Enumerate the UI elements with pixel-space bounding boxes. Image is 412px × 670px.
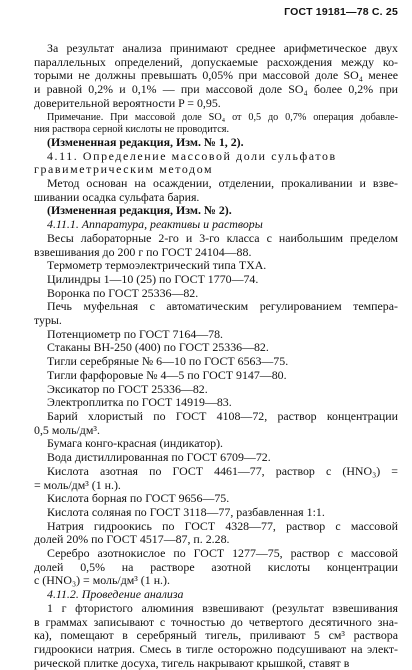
text-line: параллельных определений, допускаемые расхождения между ко- <box>34 54 398 69</box>
text-line: Кислота азотная по ГОСТ 4461—77, раствор c (HNO₃) = <box>47 463 398 478</box>
text-line: гравиметрическим методом <box>34 162 214 177</box>
text-line: Натрия гидроокись по ГОСТ 4328—77, раствор с массовой <box>47 518 398 533</box>
text-line: долей 0,5% на растворе азотной кислоты концентрации <box>34 559 398 574</box>
text-line: и равной 0,2% и 0,1% — при массовой доле SO₄ более 0,2% при <box>34 82 398 97</box>
text-line: Метод основан на осаждении, отделении, прокаливании и взве- <box>47 176 398 191</box>
text-line: гидроокиси натрия. Смесь в тигле осторожно подсушивают на элект- <box>34 641 398 656</box>
text-line: в граммах записывают с точностью до четвертого десятичного зна- <box>34 614 398 629</box>
text-line: За результат анализа принимают среднее арифметическое двух <box>47 41 398 55</box>
text-line: Серебро азотнокислое по ГОСТ 1277—75, раствор с массовой <box>47 546 398 561</box>
text-line: (Измененная редакция, Изм. № 2). <box>47 203 232 218</box>
text-line: 1 г фтористого алюминия взвешивают (результат взвешивания <box>47 600 398 615</box>
text-line: 4.11.1. Аппаратура, реактивы и растворы <box>47 217 263 232</box>
text-line: Воронка по ГОСТ 25336—82. <box>47 285 199 300</box>
text-line: (Измененная редакция, Изм. № 1, 2). <box>47 134 244 149</box>
text-line: Весы лабораторные 2-го и 3-го класса с наибольшим пределом <box>47 230 398 245</box>
text-line: 4.11.2. Проведение анализа <box>47 587 184 602</box>
text-line: Стаканы ВН-250 (400) по ГОСТ 25336—82. <box>47 340 269 355</box>
text-line: Тигли фарфоровые № 4—5 по ГОСТ 9147—80. <box>47 367 287 382</box>
text-line: Цилиндры 1—10 (25) по ГОСТ 1770—74. <box>47 271 259 286</box>
text-line: Электроплитка по ГОСТ 14919—83. <box>47 395 232 410</box>
text-line: ния раствора серной кислоты не проводится. <box>34 123 230 135</box>
text-line: долей 20% по ГОСТ 4517—87, п. 2.28. <box>34 532 230 547</box>
text-line: торыми не должны превышать 0,05% при массовой доле SO₄ менее <box>34 68 398 83</box>
text-line: Эксикатор по ГОСТ 25336—82. <box>47 381 208 396</box>
text-line: взвешивания до 200 г по ГОСТ 24104—88. <box>34 244 252 259</box>
document-body <box>34 42 398 670</box>
text-line: туры. <box>34 313 62 328</box>
text-line: Печь муфельная с автоматическим регулированием темпера- <box>47 299 398 314</box>
text-line: Барий хлористый по ГОСТ 4108—72, раствор концентрации <box>47 408 398 423</box>
text-line: = моль/дм³ (1 н.). <box>34 477 121 492</box>
text-line: Вода дистиллированная по ГОСТ 6709—72. <box>47 450 271 465</box>
text-line: Кислота борная по ГОСТ 9656—75. <box>47 491 230 506</box>
text-line: ка), помещают в серебряный тигель, приливают 5 см³ раствора <box>34 628 398 643</box>
text-line: доверительной вероятности P = 0,95. <box>34 95 221 110</box>
text-line: 0,5 моль/дм³. <box>34 422 100 437</box>
text-line: Примечание. При массовой доле SO₄ от 0,5 до 0,7% операция добавле- <box>47 111 398 123</box>
text-line: c (HNO₃) = моль/дм³ (1 н.). <box>34 573 170 588</box>
text-line: рической плитке досуха, тигель накрывают крышкой, ставят в <box>34 655 350 670</box>
text-line: 4.11. Определение массовой доли сульфатов <box>47 148 337 163</box>
text-line: Бумага конго-красная (индикатор). <box>47 436 224 451</box>
text-line: Кислота соляная по ГОСТ 3118—77, разбавленная 1:1. <box>47 504 325 519</box>
text-line: Термометр термоэлектрический типа ТХА. <box>47 258 267 273</box>
text-line: Тигли серебряные № 6—10 по ГОСТ 6563—75. <box>47 354 289 369</box>
text-line: Потенциометр по ГОСТ 7164—78. <box>47 326 224 341</box>
text-line: шивании осадка сульфата бария. <box>34 189 200 204</box>
running-header: ГОСТ 19181—78 С. 25 <box>284 6 398 18</box>
